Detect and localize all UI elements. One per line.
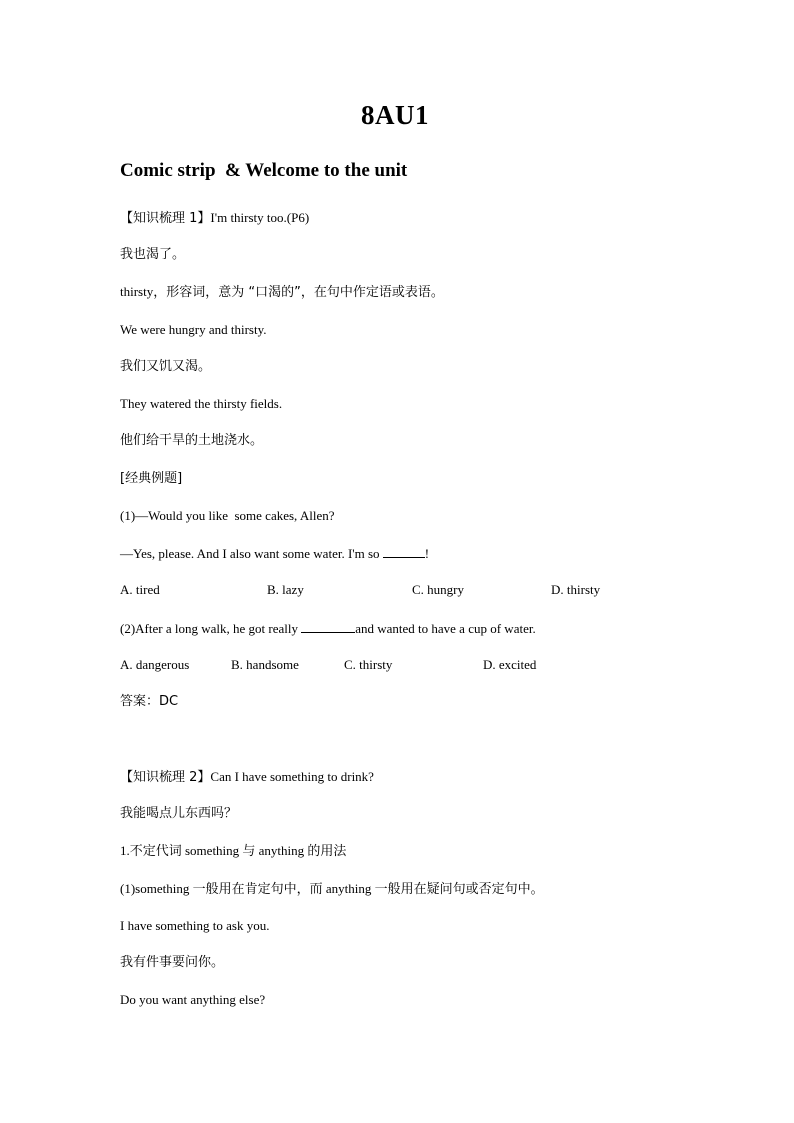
document-title: 8AU1 xyxy=(361,100,429,130)
classic-examples-label: [经典例题] xyxy=(120,471,183,486)
knowledge-point-2-heading xyxy=(120,769,374,786)
answer-blank xyxy=(383,545,425,558)
example-sentence-2-en: They watered the thirsty fields. xyxy=(120,396,283,411)
question-2-option-c: C. thirsty xyxy=(344,657,393,672)
knowledge-point-1-label: 【知识梳理 1】 xyxy=(120,211,211,226)
explanation-keyword: thirsty xyxy=(120,284,154,299)
knowledge-point-2-translation: 我能喝点儿东西吗？ xyxy=(120,806,238,821)
knowledge-point-2-label: 【知识梳理 2】 xyxy=(120,770,211,785)
knowledge-point-1-sentence: I'm thirsty too.(P6) xyxy=(210,210,310,225)
example-sentence-2-zh: 他们给干旱的土地浇水。 xyxy=(120,433,264,448)
example-sentence-4-en: Do you want anything else? xyxy=(120,992,266,1007)
usage-point-1: 1.不定代词 something 与 anything 的用法 xyxy=(120,843,347,858)
question-2-text-end: and wanted to have a cup of water. xyxy=(355,621,536,636)
knowledge-point-2-sentence: Can I have something to drink? xyxy=(210,769,374,784)
example-sentence-1-zh: 我们又饥又渴。 xyxy=(120,359,212,374)
question-1-reply-text: —Yes, please. And I also want some water. I'm so xyxy=(120,546,383,561)
question-1-reply xyxy=(120,545,429,562)
question-1-option-a: A. tired xyxy=(120,582,160,597)
question-2-option-b: B. handsome xyxy=(231,657,299,672)
answer-key: 答案：DC xyxy=(120,694,179,709)
section-subtitle: Comic strip & Welcome to the unit xyxy=(120,160,408,181)
example-sentence-1-en: We were hungry and thirsty. xyxy=(120,322,267,337)
example-sentence-3-en: I have something to ask you. xyxy=(120,918,270,933)
knowledge-point-1-heading xyxy=(120,210,309,227)
question-2-option-a: A. dangerous xyxy=(120,657,190,672)
question-1-reply-end: ! xyxy=(424,546,430,561)
question-1-prompt: (1)—Would you like some cakes, Allen? xyxy=(120,508,335,523)
knowledge-point-1-translation: 我也渴了。 xyxy=(120,247,186,262)
explanation-text: ，形容词，意为 “口渴的”，在句中作定语或表语。 xyxy=(153,285,444,300)
question-2-option-d: D. excited xyxy=(483,657,537,672)
question-2-prompt xyxy=(120,620,536,637)
question-1-option-d: D. thirsty xyxy=(551,582,601,597)
question-2-text: (2)After a long walk, he got really xyxy=(120,621,302,636)
answer-blank xyxy=(301,620,355,633)
example-sentence-3-zh: 我有件事要问你。 xyxy=(120,955,225,970)
question-1-option-b: B. lazy xyxy=(267,582,304,597)
knowledge-point-1-explanation xyxy=(120,284,444,301)
usage-point-1-detail: (1)something 一般用在肯定句中，而 anything 一般用在疑问句或否定句中。 xyxy=(120,881,544,896)
question-1-option-c: C. hungry xyxy=(412,582,464,597)
